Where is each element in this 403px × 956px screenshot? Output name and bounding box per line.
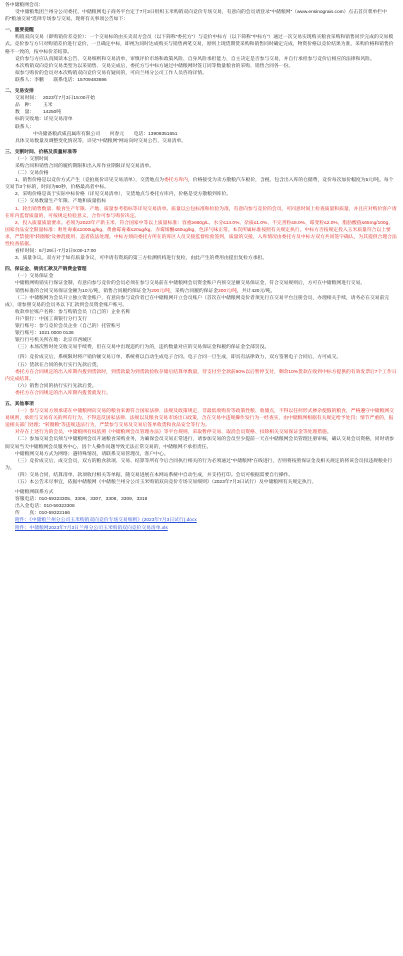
quality-c1: 1、轮出销售数量、粮食生产年限、产地、质量参考指标等详见交易清单。质量以公包标准和检验为准，有意向参与竞价的会员，可同意时间上检查质量和质量，并且应对购价客户请在库内监督质量的，可按规定检验意义，合作可参与购价决定。 bbox=[5, 206, 397, 219]
quality-dispute: 3、质量争议。双方对于如有质量争议，可申请有资质的第三方检测机构进行复检，由此产生的费用由提出复检方承担。 bbox=[15, 256, 268, 262]
deposit-d5: （五）货款在合同的执行实行先款后货。 bbox=[15, 362, 102, 368]
trade-row-variety: 品 种： 玉米 bbox=[15, 103, 53, 109]
deposit-d6b: 委托方在合同规定的出入库期内拨货就发行。 bbox=[15, 390, 111, 396]
section-important-p4: 拟参与购价的会员对本次购销双向竞价交易有疑问的，可向兰州分公司工作人员咨询详情。 bbox=[15, 70, 207, 76]
deposit-d1b: 销售标准的合同交易保证金额为10元/吨，销售合同履约保证金为200元/吨，采购合同履约保证金200元/吨，共计420元/吨。 bbox=[15, 288, 276, 294]
deposit-d1-title: （一）交易保证金 bbox=[15, 274, 54, 280]
section-trade-title: 二、交易安排 bbox=[5, 89, 34, 95]
section-important-p1: 购销双向交易（即购销价差竞价）：一个交易标的由买卖双方会员（以下简称“委托方”）与竞价中标方（以下简称“中标方”）通过一次交易实现购买粮食采购和销售同步完成的交易模式。竞价参与方只对购销差价进行竞价，一旦确定中标，即视为同时达成购买与销售两笔交易，原则上现货期货采购和销售同时确定完成，物资价格以竞价结果为准，采购价格和销售价格不一致的，按中标价差结算。 bbox=[5, 35, 394, 55]
deposit-d6: （六）销售合同的执行实行先款后货。 bbox=[15, 383, 97, 389]
attachment-rules-link[interactable]: 附件：《中储粮兰州分公司玉米购销双向竞价专场交易细则》(2023年7月3日试行).docx bbox=[15, 518, 197, 524]
bank-location: 银行行号机关所在地：北京市西城区 bbox=[15, 338, 92, 344]
other-p6: （五）本公告未尽事宜，依据中储粮网《中储粮兰州分公司玉米购销双向竞价专场交易细则》（2023年7月3日试行）及中储粮网有关规定执行。 bbox=[15, 480, 317, 485]
trade-row-quantity: 数 量： 14250吨 bbox=[15, 110, 62, 116]
other-p3: 中储粮网交易方式为网络；遇特殊情况，请联系交易管理员，客户中心。 bbox=[15, 451, 169, 457]
quality-c2: 2、投入质量质量要求。必须为2023年产新玉米、符合国家中等以上质量标准：容重≥660g/L、水分≤14.0%、杂质≤1.0%、不完善粒≤8.0%、霉变粒≤2.0%、脂肪酸值≤65mg/100g、国家食品安全限量标准：呕吐毒素≤1000ug/kg、黄曲霉毒素≤20ug/kg、赤霉烯酮≤60ug/kg、色泽气味正常。本次所属标准按照有关规定执行。中标方否按规定投入玉米质量符合以上要求，严禁使用“转圈粮”及掺混使用、违者依法处理。中标方须向委托方所在的库区人员交接监督检验签到，质量的交接，入库情况由委托方及中标方双方共同签字确认，为其提供合理合法性检查依据。 bbox=[5, 220, 397, 247]
other-p1b: 对存在上述行为的会员，中储粮网有权依照《中储粮网会员管理办法》等平台规则，采取暂停交易、取消会员资格、扣除相关交易保证金等处理措施。 bbox=[15, 430, 332, 436]
other-p2: （二）参加交易会员须与中储粮网会员开通粮食采购业务，为确保会员交易正常进行，请参加交易的会员至少提前一天在中储粮网会员管理注册审核，确认交易会员资格，同时请参阅交易当天中储粮网会员服务中心，因个人操作问题导致无法正常交易的，中储粮网不承担责任。 bbox=[5, 437, 394, 450]
price-purchase: 2、采购价格是高于实际中标价格（详见交易清单），交货地点与委托方库内，价格是受方散粮到库价。 bbox=[15, 192, 232, 198]
section-important-contact: 联系人：李鹏 联系电话：15709483696 bbox=[15, 77, 107, 83]
trade-row-location: 标的交收地：详见交易清单 bbox=[15, 117, 73, 123]
section-deposit-title: 四、保证金、销货汇款及产销费金管理 bbox=[5, 267, 87, 273]
bank-account: 银行账号：参与竞价会员企业（自己的）托管账号 bbox=[15, 324, 121, 330]
delivery-time-title: （一）交割时间 bbox=[15, 156, 49, 162]
deposit-d1: 中储粮网购销实行保证金制，有意向参与竞价的会员必须在参与交易前在中储粮网会员资金账户内预交足额交易保证金，符合交易规则后，方可在中储粮网进行交易。 bbox=[15, 281, 366, 287]
deposit-d4: （四）竞价成交后，系统限时将产销价额交易订单，系统将以自动生成电子合同。电子合同一旦生成，即具有法律效力，双方签署电子合同后，方可成交。 bbox=[15, 355, 342, 361]
section-delivery-title: 三、交割时间、价格及质量标准等 bbox=[5, 149, 77, 155]
bank-name: 收款单位账户名称：参与购销会员（自己的）企业名称 bbox=[15, 309, 131, 315]
contact-fund-phone: 出入金电话：010-59323308 bbox=[15, 504, 75, 510]
contact-service-phone: 客服电话：010-59323305、3306、3307、3308、3309、3318 bbox=[15, 497, 148, 503]
price-title: （二）交易价格 bbox=[15, 171, 49, 177]
deposit-d3: （三）本场次暂时处交收交易手续费，但在交易中出现违约行为的，违约数量对应的交易保证金和履约保证金全部罚没。 bbox=[15, 345, 270, 351]
inspection-time: 看样时间：6月29日-7月2日9:00-17:00 bbox=[15, 249, 97, 255]
trade-row-contact: 联系人： bbox=[15, 124, 35, 130]
intro-paragraph: 受中储粮集团兰州分公司委托，中储粮网电子商务平台定于7月3日组织玉米购销双向竞价专场交易，有意向的会员请登录“中储粮网”（www.ensinograin.com）点击首页菜单栏中的“粮油交易”选择专场参与交易。现将有关事项公告如下： bbox=[5, 10, 387, 23]
trade-contact-line: 中央储备粮武威直属库有限公司 何春元 电话：13909351651 bbox=[33, 131, 178, 137]
bank-number: 银行账号：1021 0000 0136 bbox=[15, 331, 74, 337]
section-important-p3: 本次购销双向竞价交易类型为以采销售、交易完成后，委托方与中标方通过中储粮网时签订同等数量粮食的采购、销售合同各一份。 bbox=[15, 63, 294, 69]
trade-detail: 具体交易数量及调整变化情况等，详见“中储粮网”网站向时交易公告、交易清单。 bbox=[15, 138, 187, 144]
trade-row-time: 交易时间： 2023年7月3日15:00开始 bbox=[15, 96, 95, 102]
deposit-d2: （二）中储粮网为会员开立独立资金账户，有意向参与竞价者已在中储粮网开立会员账户（首次在中储粮网竞价者须先行在交易平台注册会员，办理相关手续，请务必在交易前完成），请参照交易的会员务以下汇款到会员资金账户账号。 bbox=[5, 295, 390, 308]
other-p5: （四）交易合同，结算清单，款项收付相关等单据，随交易进展在本网站系统中自动生成，并支持打印。会员可根据需要自行操作。 bbox=[15, 472, 294, 478]
other-p4: （三）竞价成交后，成交会员，双方的粮食款项、交易、结算等所有今后合同执行相关的行为必须通过“中储粮网”在线进行，否则将按照保证金及相关规定的将该会员扣违规粮业行为。 bbox=[5, 458, 393, 471]
contact-fax: 传 真：010-59322166 bbox=[15, 511, 70, 517]
price-sale: 1、销售价格是以竞价方式产生（竞拍底价详见交易清单），交货地点为委托方库内，价格接受为卖方散粮汽车板价，含税、包含出入库的仓储费，竞价每次加价幅度为5元/吨。每个交易节3个标的，时间为60秒，价格最高者中标。 bbox=[5, 178, 394, 191]
deposit-d5b: 委托方在合同规定的出入库期内拨到货款时，到货款最为到货款验收存储后结算单数量，待支付至全款前90%以后暂停支付，剩余10%货款在收到中标方提供的有效发票后7个工作日内完成结算。 bbox=[5, 369, 397, 382]
quality-title: （三）交易数量生产年限、产地和质量指标 bbox=[15, 199, 107, 205]
section-other-title: 五、其他事项 bbox=[5, 401, 34, 407]
section-important-title: 一、重要提醒 bbox=[5, 28, 34, 34]
bank-branch: 开户银行：中国工商银行分行支行 bbox=[15, 316, 87, 322]
contact-block bbox=[5, 489, 397, 517]
section-important-p2: 竞价参与方应认真阅读本公告、交易细则和交易清单，审慎评价市场和政策风险、自身风险承担能力，自主决定是否参与交易，并自行承担参与竞价后相应的法律和风险。 bbox=[15, 56, 375, 62]
other-p1: （一）参与交易方须承诺在中储粮网向交易的粮食来源符合国家法律、法规及政策规定，非最低收购价等政策性粮、收储点，不得以任何形式掺杂使假的粮食，严格遵守中储粮网交易规则，承担与交易有关的所有行为，不得违反国家法律、法规以及粮食交易市场出口政策，含在交易中违规操作发行为一经查实，由中储粮网根据有关规定给予处罚；情节严重的，报送相关部门处理；“转圈粮”等违规违法行为，严禁参与交易及交易后签单收货和食品安全等行为。 bbox=[5, 409, 394, 429]
contact-title: 中储粮网联系方式 bbox=[15, 490, 54, 496]
greeting: 各中储粮网会员： bbox=[5, 3, 44, 8]
delivery-time-text: 采购合同和销售合同的履约期限和出入库作业期限详见交易清单。 bbox=[15, 163, 155, 169]
attachment-list-link[interactable]: 附件：中储粮网2023年7月3日兰州分公司玉米购销双向竞价交易清单.xls bbox=[15, 525, 168, 531]
